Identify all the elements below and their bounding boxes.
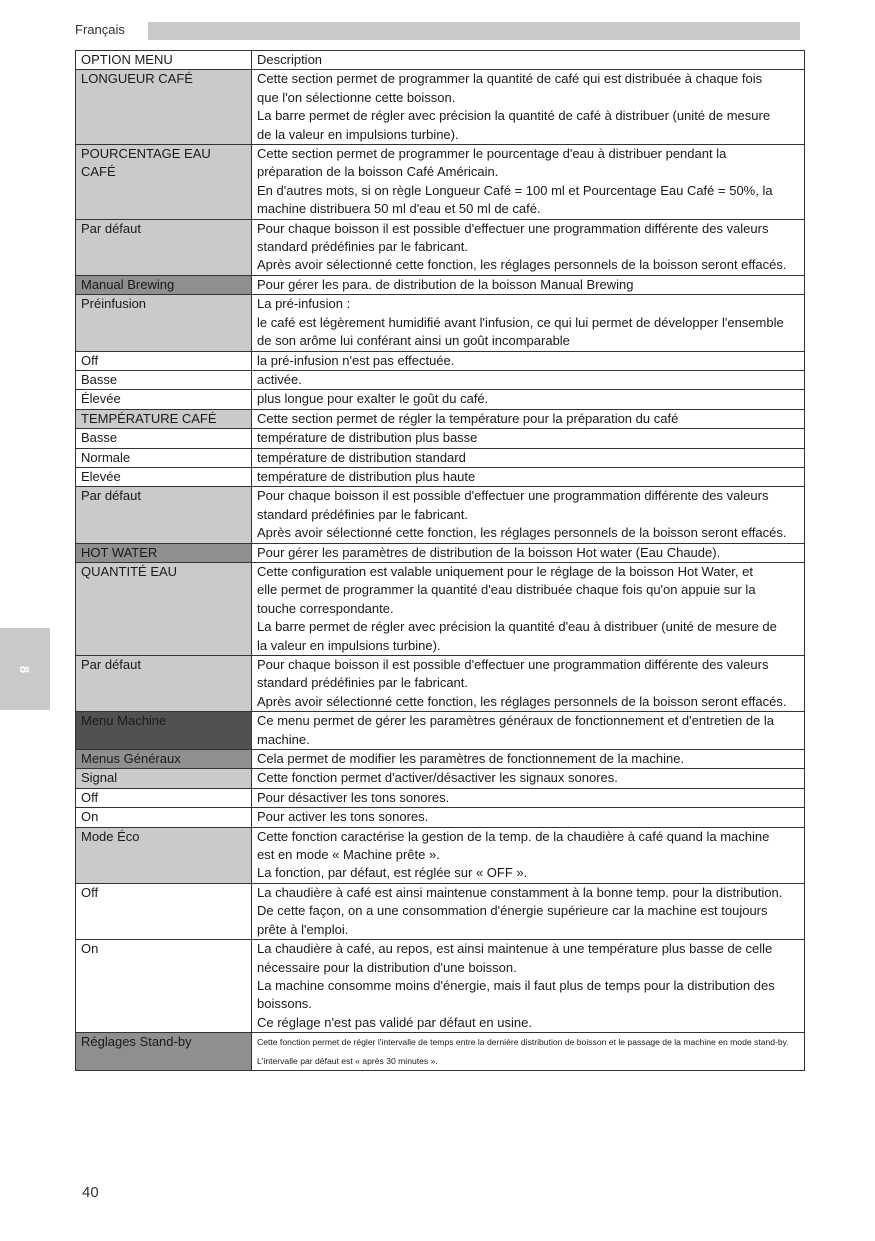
- description-line: Cette section permet de régler la température pour la préparation du café: [257, 410, 679, 426]
- table-row: [76, 1033, 805, 1071]
- description-line: Pour chaque boisson il est possible d'effectuer une programmation différente des valeurs: [257, 657, 769, 672]
- description-line: est en mode « Machine prête ».: [257, 847, 440, 863]
- table-row: [76, 940, 805, 1033]
- description-line: L'intervalle par défaut est « après 30 minutes ».: [257, 1055, 438, 1066]
- table-row: [76, 808, 805, 827]
- description-line: la valeur en impulsions turbine).: [257, 637, 441, 653]
- table-row: [76, 370, 805, 389]
- description-line: de son arôme lui conférant ainsi un goût incomparable: [257, 333, 570, 349]
- table-row: [76, 145, 805, 220]
- option-cell: Basse: [76, 370, 252, 389]
- table-row: [76, 351, 805, 370]
- description-line: Pour activer les tons sonores.: [257, 809, 429, 825]
- table-row: [76, 275, 805, 294]
- header-bar: [148, 22, 800, 40]
- description-line: Cette section permet de programmer le pourcentage d'eau à distribuer pendant la: [257, 146, 727, 162]
- description-cell: [252, 448, 805, 467]
- chapter-tab: [0, 628, 50, 710]
- description-line: De cette façon, on a une consommation d'énergie supérieure car la machine est toujours: [257, 903, 768, 919]
- table-row: [76, 562, 805, 655]
- description-line: La fonction, par défaut, est réglée sur « OFF ».: [257, 865, 528, 881]
- table-row: [76, 788, 805, 807]
- description-line: Cette configuration est valable uniquement pour le réglage de la boisson Hot Water, et: [257, 563, 753, 579]
- description-line: Pour chaque boisson il est possible d'effectuer une programmation différente des valeurs: [257, 220, 769, 236]
- description-line: standard prédéfinies par le fabricant.: [257, 239, 469, 255]
- option-cell: Mode Éco: [76, 827, 252, 883]
- option-cell: POURCENTAGE EAU CAFÉ: [76, 145, 252, 220]
- description-line: La barre permet de régler avec précision la quantité d'eau à distribuer (unité de mesure de: [257, 619, 777, 635]
- description-line: que l'on sélectionne cette boisson.: [257, 89, 456, 105]
- table-row: [76, 219, 805, 275]
- description-line: standard prédéfinies par le fabricant.: [257, 675, 469, 691]
- description-line: Après avoir sélectionné cette fonction, les réglages personnels de la boisson seront effacés.: [257, 525, 787, 541]
- options-table: [75, 50, 805, 1071]
- description-line: Cela permet de modifier les paramètres de fonctionnement de la machine.: [257, 751, 685, 767]
- description-line: Après avoir sélectionné cette fonction, les réglages personnels de la boisson seront effacés.: [257, 257, 787, 273]
- option-cell: On: [76, 940, 252, 1033]
- option-cell: Préinfusion: [76, 295, 252, 351]
- description-line: le café est légèrement humidifié avant l'infusion, ce qui lui permet de développer l'ensemble: [257, 314, 784, 330]
- description-cell: [252, 562, 805, 655]
- description-cell: [252, 769, 805, 788]
- description-cell: [252, 883, 805, 939]
- description-cell: [252, 145, 805, 220]
- description-cell: [252, 390, 805, 409]
- table-row: [76, 712, 805, 750]
- option-cell: Réglages Stand-by: [76, 1033, 252, 1071]
- description-line: La chaudière à café, au repos, est ainsi maintenue à une température plus basse de celle: [257, 941, 773, 957]
- table-row: [76, 429, 805, 448]
- description-cell: [252, 808, 805, 827]
- option-cell: Normale: [76, 448, 252, 467]
- table-row: [76, 543, 805, 562]
- option-cell: Off: [76, 788, 252, 807]
- table-row: [76, 487, 805, 543]
- option-cell: Manual Brewing: [76, 275, 252, 294]
- description-cell: [252, 1033, 805, 1071]
- description-line: préparation de la boisson Café Américain.: [257, 164, 499, 180]
- description-cell: [252, 219, 805, 275]
- description-line: Pour chaque boisson il est possible d'effectuer une programmation différente des valeurs: [257, 488, 769, 504]
- option-cell: Elevée: [76, 467, 252, 486]
- option-cell: Par défaut: [76, 487, 252, 543]
- description-line: Pour gérer les para. de distribution de la boisson Manual Brewing: [257, 276, 634, 292]
- description-line: elle permet de programmer la quantité d'eau distribuée chaque fois qu'on appuie sur la: [257, 582, 756, 598]
- table-row: [76, 70, 805, 145]
- description-line: machine.: [257, 731, 310, 747]
- description-cell: [252, 827, 805, 883]
- description-cell: [252, 275, 805, 294]
- description-line: nécessaire pour la distribution d'une boisson.: [257, 959, 517, 975]
- option-cell: LONGUEUR CAFÉ: [76, 70, 252, 145]
- table-row: [76, 409, 805, 428]
- option-cell: Signal: [76, 769, 252, 788]
- description-line: prête à l'emploi.: [257, 921, 349, 937]
- option-cell: Élevée: [76, 390, 252, 409]
- option-cell: QUANTITÉ EAU: [76, 562, 252, 655]
- description-line: La chaudière à café est ainsi maintenue constamment à la bonne temp. pour la distribution.: [257, 884, 783, 900]
- description-line: boissons.: [257, 996, 312, 1012]
- description-line: température de distribution plus haute: [257, 468, 476, 484]
- description-line: Cette fonction permet d'activer/désactiver les signaux sonores.: [257, 770, 618, 786]
- description-line: Après avoir sélectionné cette fonction, les réglages personnels de la boisson seront effacés.: [257, 693, 787, 709]
- description-line: activée.: [257, 371, 302, 387]
- table-row: [76, 656, 805, 712]
- description-line: Ce menu permet de gérer les paramètres généraux de fonctionnement et d'entretien de la: [257, 713, 775, 729]
- language-label: Français: [75, 22, 125, 37]
- table-row: [76, 467, 805, 486]
- description-cell: [252, 712, 805, 750]
- description-cell: [252, 750, 805, 769]
- description-cell: [252, 467, 805, 486]
- description-line: En d'autres mots, si on règle Longueur Café = 100 ml et Pourcentage Eau Café = 50%, la: [257, 182, 773, 198]
- description-line: machine distribuera 50 ml d'eau et 50 ml de café.: [257, 201, 541, 217]
- option-cell: HOT WATER: [76, 543, 252, 562]
- table-row: [76, 390, 805, 409]
- description-line: Description: [257, 52, 323, 67]
- description-line: touche correspondante.: [257, 600, 394, 616]
- option-cell: OPTION MENU: [76, 51, 252, 70]
- table-row: [76, 295, 805, 351]
- description-cell: [252, 295, 805, 351]
- option-cell: Basse: [76, 429, 252, 448]
- option-cell: Menu Machine: [76, 712, 252, 750]
- description-line: La pré-infusion :: [257, 296, 351, 312]
- description-line: de la valeur en impulsions turbine).: [257, 126, 459, 142]
- chapter-tab-label: 8: [17, 665, 33, 673]
- description-line: température de distribution standard: [257, 449, 466, 465]
- table-row: [76, 827, 805, 883]
- description-line: Cette fonction caractérise la gestion de la temp. de la chaudière à café quand la machine: [257, 828, 770, 844]
- description-line: la pré-infusion n'est pas effectuée.: [257, 352, 455, 368]
- description-cell: [252, 51, 805, 70]
- description-line: température de distribution plus basse: [257, 430, 478, 446]
- table-row: [76, 750, 805, 769]
- description-cell: [252, 429, 805, 448]
- description-line: La machine consomme moins d'énergie, mais il faut plus de temps pour la distribution des: [257, 977, 775, 993]
- option-cell: TEMPÉRATURE CAFÉ: [76, 409, 252, 428]
- description-cell: [252, 409, 805, 428]
- description-cell: [252, 70, 805, 145]
- description-line: Ce réglage n'est pas validé par défaut en usine.: [257, 1014, 532, 1030]
- table-row: [76, 883, 805, 939]
- option-cell: Off: [76, 883, 252, 939]
- options-table-body: [76, 51, 805, 1071]
- description-cell: [252, 351, 805, 370]
- description-cell: [252, 788, 805, 807]
- description-line: standard prédéfinies par le fabricant.: [257, 506, 469, 522]
- description-cell: [252, 656, 805, 712]
- option-cell: On: [76, 808, 252, 827]
- description-line: Cette section permet de programmer la quantité de café qui est distribuée à chaque fois: [257, 71, 763, 87]
- description-line: La barre permet de régler avec précision la quantité de café à distribuer (unité de mesure: [257, 108, 771, 124]
- description-line: plus longue pour exalter le goût du café.: [257, 391, 489, 407]
- table-row: [76, 769, 805, 788]
- description-line: Pour désactiver les tons sonores.: [257, 789, 450, 805]
- option-cell: Off: [76, 351, 252, 370]
- description-cell: [252, 487, 805, 543]
- description-line: Pour gérer les paramètres de distribution de la boisson Hot water (Eau Chaude).: [257, 544, 721, 560]
- option-cell: Par défaut: [76, 656, 252, 712]
- option-cell: Menus Généraux: [76, 750, 252, 769]
- description-cell: [252, 543, 805, 562]
- table-row: [76, 448, 805, 467]
- table-row: [76, 51, 805, 70]
- option-cell: Par défaut: [76, 219, 252, 275]
- description-line: Cette fonction permet de régler l'intervalle de temps entre la dernière distribution de boisson et le passage de la machine en mode stand-by.: [257, 1037, 789, 1048]
- page-number: 40: [82, 1184, 99, 1201]
- description-cell: [252, 370, 805, 389]
- description-cell: [252, 940, 805, 1033]
